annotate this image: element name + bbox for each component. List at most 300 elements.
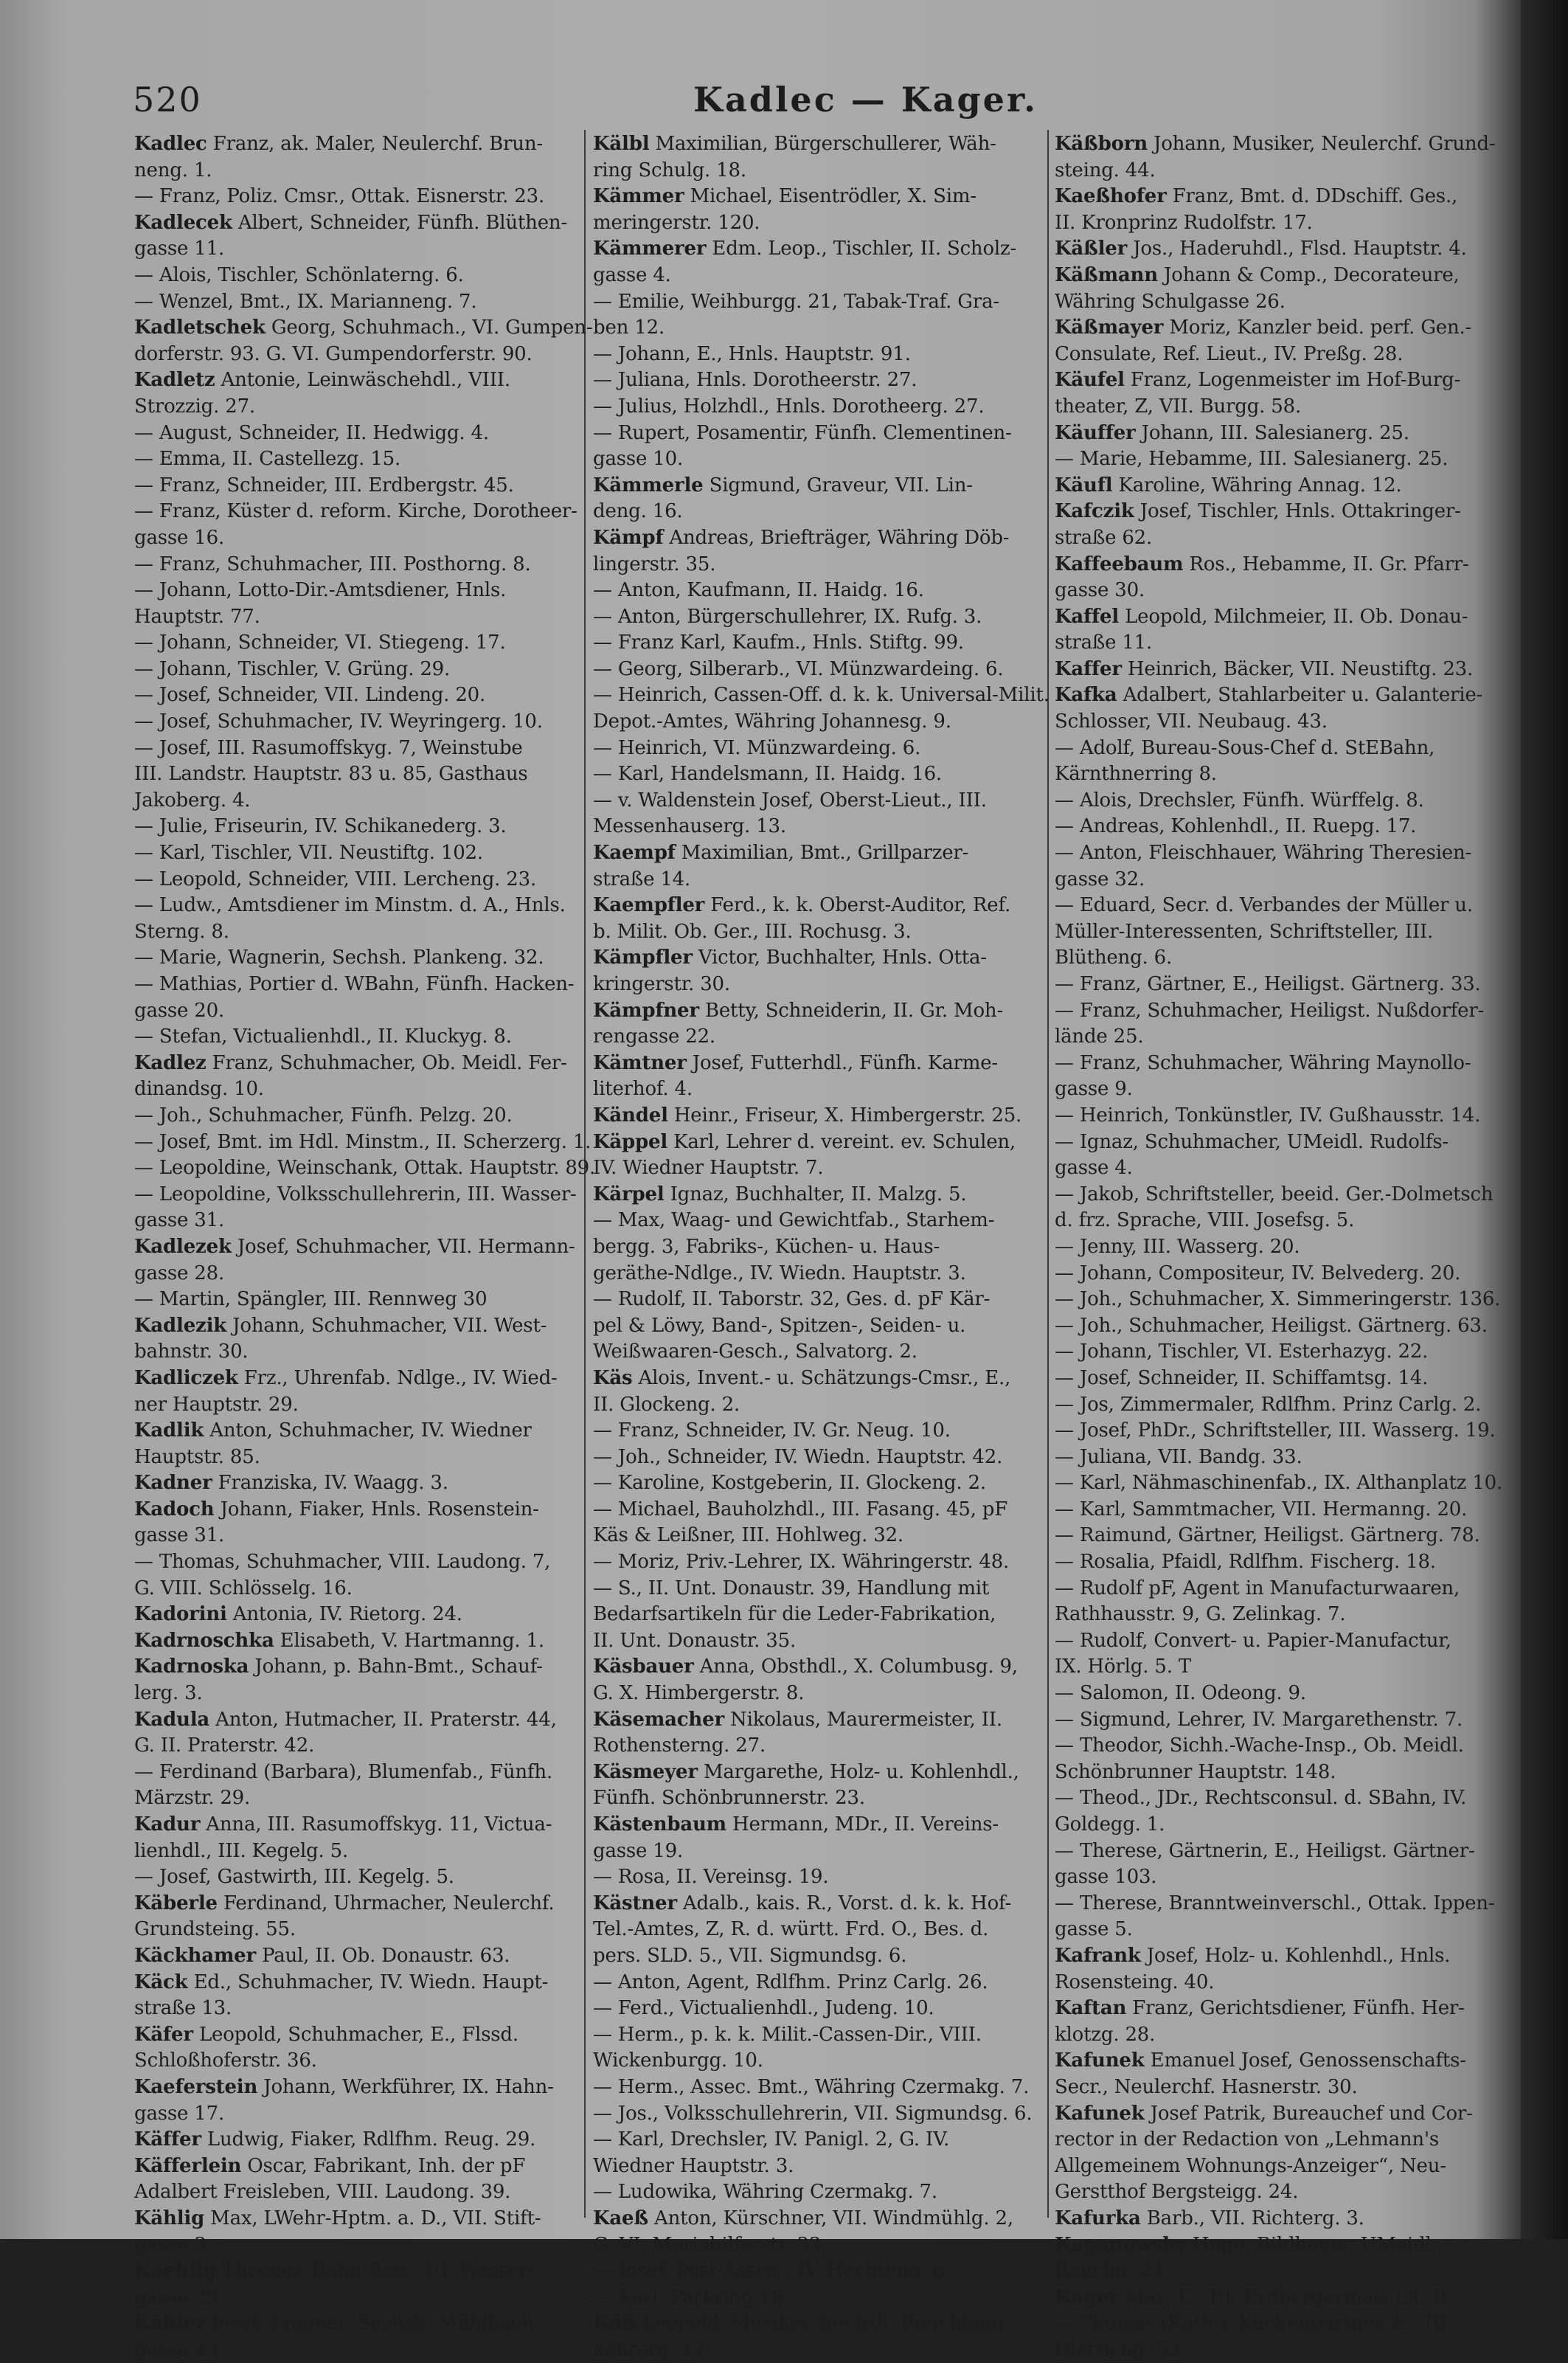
entry-column-middle (593, 131, 1050, 2363)
entry-text: Anton, Hutmacher, II. Praterstr. 44, (209, 1708, 557, 1731)
entry-text: gasse 43. (134, 2338, 225, 2361)
entry-surname: Käsbauer (593, 1656, 694, 1678)
directory-entry-line (1055, 446, 1518, 473)
directory-entry-line (1055, 2127, 1518, 2153)
entry-surname: Kadoch (134, 1498, 215, 1520)
entry-text: bahnstr. 30. (134, 1340, 249, 1363)
directory-entry-line (593, 736, 1046, 762)
entry-surname: Käfer (134, 2023, 193, 2046)
directory-entry-line (1055, 1943, 1518, 1970)
entry-text: deng. 16. (593, 500, 683, 523)
entry-text: Johann, III. Salesianerg. 25. (1135, 421, 1409, 444)
directory-entry-line (1055, 236, 1518, 263)
directory-entry-line (1055, 1392, 1518, 1419)
entry-text: Rathhausstr. 9, G. Zelinkag. 7. (1055, 1603, 1346, 1626)
entry-text: Rauchg. 24 (1055, 2260, 1164, 2283)
directory-entry-line (1055, 709, 1518, 736)
entry-text: Allgemeinem Wohnungs-Anzeiger“, Neu- (1055, 2154, 1446, 2177)
entry-text: — Adolf, Bureau-Sous-Chef d. StEBahn, (1055, 736, 1435, 759)
entry-text: Alois, Invent.- u. Schätzungs-Cmsr., E., (632, 1366, 1011, 1389)
directory-entry-line (134, 998, 577, 1025)
entry-text: Josef, Schuhmacher, VII. Hermann- (231, 1235, 575, 1258)
entry-text: bergg. 3, Fabriks-, Küchen- u. Haus- (593, 1235, 940, 1258)
directory-entry-line (134, 2206, 577, 2232)
directory-entry-line (593, 1970, 1046, 1996)
entry-text: G. VI. Mariahilferstr. 33. (593, 2233, 828, 2256)
directory-entry-line (134, 2075, 577, 2101)
directory-entry-line (1055, 473, 1518, 499)
entry-surname: Kaftan (1055, 1997, 1127, 2020)
directory-entry-line (1055, 1812, 1518, 1838)
directory-entry-line (134, 1549, 577, 1576)
directory-entry-line (1055, 1208, 1518, 1234)
entry-text: — Leopoldine, Volksschullehrerin, III. Wasser- (134, 1183, 577, 1205)
directory-entry-line (134, 840, 577, 867)
directory-entry-line (134, 1943, 577, 1970)
directory-entry-line (593, 1392, 1046, 1419)
directory-entry-line (1055, 788, 1518, 814)
entry-text: gasse 11. (134, 238, 225, 260)
entry-text: neng. 1. (134, 159, 212, 181)
entry-text: — Raimund, Gärtner, Heiligst. Gärtnerg. 78. (1055, 1524, 1480, 1547)
entry-text: Hugo, Bildhauer, UMeidl. (1186, 2233, 1437, 2256)
directory-entry-line (593, 630, 1046, 657)
directory-entry-line (134, 867, 577, 893)
entry-text: — Moriz, Priv.-Lehrer, IX. Währingerstr. 48. (593, 1551, 1010, 1574)
entry-text: Betty, Schneiderin, II. Gr. Moh- (698, 999, 1004, 1022)
entry-text: pel & Löwy, Band-, Spitzen-, Seiden- u. (593, 1314, 966, 1337)
entry-text: — Franz, Gärtner, E., Heiligst. Gärtnerg. 33. (1055, 973, 1481, 995)
directory-entry-line (1055, 998, 1518, 1025)
entry-text: — Leopold, Schneider, VIII. Lercheng. 23. (134, 868, 537, 890)
directory-entry-line (134, 394, 577, 421)
directory-entry-line (593, 342, 1046, 368)
entry-surname: Kadur (134, 1813, 201, 1836)
directory-entry-line (1055, 1339, 1518, 1366)
entry-surname: Kählig (134, 2207, 205, 2229)
entry-text: — Johann, Schneider, VI. Stiegeng. 17. (134, 632, 506, 654)
directory-entry-line (593, 840, 1046, 867)
entry-surname: Käufl (1055, 474, 1113, 497)
entry-text: — Marie, Hebamme, III. Salesianerg. 25. (1055, 448, 1449, 471)
entry-text: — Wenzel, Bmt., IX. Marianneng. 7. (134, 290, 477, 313)
entry-text: — Rosalia, Pfaidl, Rdlfhm. Fischerg. 18. (1055, 1551, 1436, 1574)
directory-entry-line (1055, 1838, 1518, 1865)
entry-surname: Kadletz (134, 369, 215, 392)
entry-text: Hauptstr. 85. (134, 1445, 260, 1468)
directory-entry-line (134, 1155, 596, 1182)
directory-entry-line (1055, 1996, 1518, 2022)
entry-text: — Salomon, II. Odeong. 9. (1055, 1682, 1306, 1705)
directory-entry-line (593, 2101, 1046, 2128)
entry-surname: Kästenbaum (593, 1813, 726, 1836)
entry-text: II. Unt. Donaustr. 35. (593, 1629, 797, 1652)
directory-entry-line (593, 1366, 1046, 1392)
entry-surname: Kaffeebaum (1055, 553, 1184, 575)
directory-entry-line (134, 446, 577, 473)
entry-text: — Eduard, Secr. d. Verbandes der Müller u. (1055, 894, 1473, 917)
directory-entry-line (593, 2048, 1046, 2075)
book-gutter (1521, 0, 1568, 2239)
directory-entry-line (593, 709, 1046, 736)
directory-entry-line (1055, 2075, 1518, 2101)
entry-text: — Marie, Wagnerin, Sechsh. Plankeng. 32. (134, 947, 544, 969)
entry-text: gasse 30. (1055, 579, 1145, 602)
entry-text: rector in der Redaction von „Lehmann's (1055, 2128, 1440, 2151)
directory-entry-line (593, 919, 1046, 946)
directory-entry-line (593, 473, 1046, 499)
directory-entry-line (1055, 972, 1518, 998)
directory-entry-line (593, 1785, 1046, 1812)
entry-text: — Anton, Bürgerschullehrer, IX. Rufg. 3. (593, 605, 982, 628)
entry-text: — Theod., JDr., Rechtsconsul. d. SBahn, IV. (1055, 1787, 1467, 1810)
directory-entry-line (593, 1681, 1046, 1707)
entry-text: Ludwig, Fiaker, Rdlfhm. Reug. 29. (201, 2128, 536, 2151)
directory-entry-line (1055, 1418, 1518, 1445)
directory-entry-line (134, 1838, 577, 1865)
entry-text: Rosensteing. 40. (1055, 1971, 1215, 1993)
directory-entry-line (134, 210, 577, 237)
directory-entry-line (134, 158, 577, 184)
directory-entry-line (1055, 131, 1518, 158)
entry-surname: Käppel (593, 1130, 668, 1153)
entry-text: Victor, Buchhalter, Hnls. Otta- (692, 947, 987, 969)
directory-entry-line (593, 1445, 1046, 1471)
directory-entry-line (134, 919, 577, 946)
directory-entry-line (1055, 1182, 1518, 1208)
entry-text: Rothensterng. 27. (593, 1734, 766, 1757)
entry-text: Karoline, Währing Annag. 12. (1112, 474, 1402, 497)
entry-text: — Johann, Compositeur, IV. Belvederg. 20. (1055, 1262, 1461, 1284)
entry-surname: Kadrnoschka (134, 1629, 274, 1652)
entry-text: Müller-Interessenten, Schriftsteller, III. (1055, 920, 1434, 943)
entry-text: — Josef, Bmt. im Hdl. Minstm., II. Scherzerg. 1. (134, 1130, 592, 1153)
directory-entry-line (1055, 263, 1518, 289)
entry-surname: Kafrank (1055, 1944, 1141, 1967)
entry-text: straße 11. (1055, 632, 1153, 654)
entry-text: G. VIII. Schlösselg. 16. (134, 1577, 353, 1599)
entry-text: Schlosser, VII. Neubaug. 43. (1055, 710, 1328, 733)
entry-text: Franz, Schuhmacher, Ob. Meidl. Fer- (206, 1051, 567, 1074)
entry-text: Antonie, Leinwäschehdl., VIII. (215, 369, 510, 392)
entry-text: ben 12. (593, 316, 665, 339)
entry-text: — Emilie, Weihburgg. 21, Tabak-Traf. Gra- (593, 290, 999, 313)
directory-entry-line (1055, 421, 1518, 447)
directory-entry-line (593, 1996, 1046, 2022)
entry-text: Secr., Neulerchf. Hasnerstr. 30. (1055, 2075, 1358, 2098)
entry-text: Käs & Leißner, III. Hohlweg. 32. (593, 1524, 904, 1547)
entry-text: Jos., Haderuhdl., Flsd. Hauptstr. 4. (1127, 238, 1467, 260)
entry-text: Goldegg. 1. (1055, 1813, 1165, 1836)
directory-entry-line (134, 1812, 577, 1838)
directory-entry-line (1055, 736, 1518, 762)
directory-entry-line (1055, 1733, 1518, 1760)
directory-entry-line (134, 972, 577, 998)
directory-entry-line (134, 1051, 577, 1077)
entry-text: — Martin, Spängler, III. Rennweg 30 (134, 1288, 488, 1311)
directory-entry-line (1055, 1785, 1518, 1812)
directory-entry-line (1055, 761, 1518, 788)
entry-surname: Kadorini (134, 1603, 227, 1626)
directory-entry-line (1055, 1366, 1518, 1392)
entry-text: — Julie, Friseurin, IV. Schikanederg. 3. (134, 815, 507, 838)
entry-text: — Ferdinand (Barbara), Blumenfab., Fünfh. (134, 1760, 552, 1783)
directory-entry-line (593, 578, 1046, 604)
entry-text: Anna, III. Rasumoffskyg. 11, Victua- (200, 1813, 552, 1836)
directory-entry-line (1055, 893, 1518, 919)
entry-text: — v. Waldenstein Josef, Oberst-Lieut., III. (593, 789, 987, 812)
directory-entry-line (134, 578, 577, 604)
entry-text: — Johann, E., Hnls. Hauptstr. 91. (593, 342, 911, 365)
directory-entry-line (593, 315, 1046, 342)
directory-entry-line (1055, 2258, 1518, 2285)
entry-text: Max, LWehr-Hptm. a. D., VII. Stift- (204, 2207, 541, 2229)
entry-text: Johann, Werkführer, IX. Hahn- (257, 2075, 554, 2098)
directory-entry-line (1055, 1261, 1518, 1287)
entry-text: Theodor, Bahn-Bmt., III. Wasser- (216, 2260, 535, 2283)
entry-surname: Käßler (1055, 238, 1128, 260)
directory-entry-line (134, 1470, 577, 1497)
entry-text: gasse 3. (134, 2233, 212, 2256)
directory-entry-line (1055, 814, 1518, 840)
entry-text: lienhdl., III. Kegelg. 5. (134, 1839, 349, 1862)
directory-entry-line (1055, 552, 1518, 578)
directory-entry-line (593, 1838, 1046, 1865)
entry-text: Franz, ak. Maler, Neulerchf. Brun- (207, 133, 543, 155)
entry-surname: Kadletschek (134, 316, 266, 339)
directory-entry-line (1055, 2232, 1518, 2259)
entry-text: — Josef, Post-Assist., IV. Hechteng. 6. (593, 2260, 951, 2283)
entry-text: — Jos., Volksschullehrerin, VII. Sigmundsg. 6. (593, 2102, 1033, 2125)
entry-text: Albert, Schneider, Fünfh. Blüthen- (232, 211, 568, 234)
directory-entry-line (1055, 578, 1518, 604)
directory-entry-line (134, 604, 577, 631)
entry-text: Georg, Schuhmach., VI. Gumpen- (265, 316, 593, 339)
directory-entry-line (1055, 158, 1518, 184)
directory-entry-line (1055, 2311, 1518, 2337)
entry-text: — Anton, Kaufmann, II. Haidg. 16. (593, 579, 924, 602)
directory-entry-line (593, 289, 1046, 316)
entry-text: Johann & Comp., Decorateure, (1157, 263, 1460, 286)
directory-entry-line (593, 814, 1046, 840)
entry-text: — Rudolf, Convert- u. Papier-Manufactur, (1055, 1629, 1451, 1652)
entry-text: Josef, Fragner, Sechsh. Mühlbach- (205, 2312, 541, 2335)
entry-text: Andreas, Briefträger, Währing Döb- (663, 526, 1010, 549)
directory-entry-line (1055, 1497, 1518, 1523)
directory-entry-line (593, 1051, 1046, 1077)
entry-text: kringerstr. 30. (593, 973, 730, 995)
directory-entry-line (1055, 2337, 1518, 2363)
entry-surname: Käß (593, 2312, 636, 2335)
entry-text: — Jos, Zimmermaler, Rdlfhm. Prinz Carlg. 2. (1055, 1393, 1482, 1416)
entry-text: Frz., Uhrenfab. Ndlge., IV. Wied- (237, 1366, 558, 1389)
entry-text: — Rosa, II. Vereinsg. 19. (593, 1866, 829, 1889)
directory-entry-line (593, 1182, 1046, 1208)
directory-entry-line (134, 1366, 577, 1392)
entry-text: — Michael, Bauholzhdl., III. Fasang. 45, pF (593, 1498, 1008, 1520)
directory-entry-line (593, 2179, 1046, 2206)
directory-entry-line (1055, 1129, 1518, 1156)
entry-text: Anton, Schuhmacher, IV. Wiedner (204, 1419, 532, 1442)
directory-entry-line (593, 1602, 1046, 1628)
entry-text: Michael, Eisentrödler, X. Sim- (684, 185, 976, 208)
entry-text: Sigmund, Graveur, VII. Lin- (703, 474, 973, 497)
entry-surname: Käßborn (1055, 133, 1148, 155)
directory-entry-line (134, 2048, 577, 2075)
entry-text: Johann, Fiaker, Hnls. Rosenstein- (214, 1498, 539, 1520)
entry-text: Franziska, IV. Waagg. 3. (212, 1472, 448, 1495)
directory-entry-line (593, 2075, 1046, 2101)
entry-text: — Franz, Küster d. reform. Kirche, Dorotheer- (134, 500, 577, 523)
directory-entry-line (593, 1497, 1046, 1523)
entry-text: — Karl, Drechsler, IV. Panigl. 2, G. IV. (593, 2128, 950, 2151)
entry-text: — Joh., Schuhmacher, Fünfh. Pelzg. 20. (134, 1104, 513, 1127)
directory-entry-line (134, 2153, 577, 2180)
entry-surname: Käfferlein (134, 2154, 242, 2177)
directory-entry-line (1055, 210, 1518, 237)
entry-text: Elisabeth, V. Hartmanng. 1. (274, 1629, 544, 1652)
directory-entry-line (593, 2232, 1046, 2259)
directory-entry-line (1055, 840, 1518, 867)
entry-text: Ros., Hebamme, II. Gr. Pfarr- (1183, 553, 1469, 575)
entry-text: — Karl, Nähmaschinenfab., IX. Althanplatz 10. (1055, 1472, 1503, 1495)
entry-text: — Rupert, Posamentir, Fünfh. Clementinen- (593, 421, 1012, 444)
entry-text: gasse 9. (1055, 1078, 1133, 1101)
entry-text: — Mathias, Portier d. WBahn, Fünfh. Hacken- (134, 973, 575, 995)
entry-text: — Josef, Gastwirth, III. Kegelg. 5. (134, 1866, 454, 1889)
directory-entry-line (1055, 394, 1518, 421)
directory-entry-line (593, 1470, 1046, 1497)
entry-surname: Kämpf (593, 526, 664, 549)
entry-surname: Käsemacher (593, 1708, 724, 1731)
directory-entry-line (1055, 1917, 1518, 1943)
entry-text: Wickenburgg. 10. (593, 2049, 763, 2072)
entry-surname: Käkler (134, 2312, 206, 2335)
directory-entry-line (593, 1576, 1046, 1602)
directory-entry-line (134, 1891, 577, 1917)
directory-entry-line (593, 1339, 1046, 1366)
entry-text: Heinrich, Bäcker, VII. Neustiftg. 23. (1121, 657, 1474, 680)
entry-text: gasse 29. (134, 2286, 225, 2308)
directory-entry-line (134, 1628, 577, 1655)
entry-text: — Franz Karl, Kaufm., Hnls. Stiftg. 99. (593, 632, 964, 654)
directory-entry-line (134, 1917, 577, 1943)
entry-text: — Karl, Tischler, VII. Neustiftg. 102. (134, 842, 483, 865)
entry-text: Josef, Futterhdl., Fünfh. Karme- (686, 1051, 999, 1074)
entry-text: — Rudolf pF, Agent in Manufacturwaaren, (1055, 1577, 1460, 1599)
directory-entry-line (1055, 1155, 1518, 1182)
entry-text: Anna, Obsthdl., X. Columbusg. 9, (693, 1656, 1018, 1678)
entry-text: — Heinrich, Tonkünstler, IV. Gußhausstr. 14. (1055, 1104, 1481, 1127)
directory-entry-line (134, 2258, 577, 2285)
entry-text: — Karoline, Kostgeberin, II. Glockeng. 2. (593, 1472, 986, 1495)
directory-entry-line (1055, 315, 1518, 342)
directory-entry-line (593, 1155, 1046, 1182)
directory-entry-line (134, 761, 577, 788)
directory-entry-line (134, 342, 577, 368)
entry-text: — Joh., Schuhmacher, X. Simmeringerstr. 136. (1055, 1288, 1501, 1311)
directory-entry-line (134, 289, 577, 316)
entry-text: Hauptstr. 77. (134, 605, 260, 628)
directory-entry-line (1055, 1051, 1518, 1077)
directory-entry-line (134, 1392, 577, 1419)
directory-entry-line (593, 2206, 1046, 2232)
entry-text: Ignaz, Buchhalter, II. Malzg. 5. (664, 1183, 967, 1205)
entry-surname: Käuffer (1055, 421, 1136, 444)
entry-text: Strozzig. 27. (134, 395, 255, 418)
directory-entry-line (134, 1970, 577, 1996)
entry-text: Dietrichg. 52. (1055, 2338, 1187, 2361)
entry-text: gasse 16. (134, 526, 225, 549)
entry-text: b. Milit. Ob. Ger., III. Rochusg. 3. (593, 920, 912, 943)
entry-text: meringerstr. 120. (593, 211, 760, 234)
entry-text: Jakoberg. 4. (134, 789, 251, 812)
directory-entry-line (593, 1103, 1046, 1129)
entry-surname: Käberle (134, 1892, 218, 1914)
entry-text: Ed., Schuhmacher, IV. Wiedn. Haupt- (187, 1971, 549, 1993)
entry-text: Johann, p. Bahn-Bmt., Schauf- (249, 1656, 543, 1678)
directory-entry-line (134, 2337, 577, 2363)
directory-entry-line (134, 1445, 577, 1471)
directory-entry-line (593, 394, 1046, 421)
entry-text: — Theodor, Sichh.-Wache-Insp., Ob. Meidl. (1055, 1734, 1464, 1757)
entry-text: — Julius, Holzhdl., Hnls. Dorotheerg. 27. (593, 395, 985, 418)
directory-entry-line (1055, 945, 1518, 972)
directory-entry-line (134, 1760, 577, 1786)
entry-text: — Alois, Tischler, Schönlaterng. 6. (134, 263, 464, 286)
entry-surname: Kadrnoska (134, 1656, 249, 1678)
directory-entry-line (1055, 1103, 1518, 1129)
directory-entry-line (1055, 1470, 1518, 1497)
directory-entry-line (593, 788, 1046, 814)
directory-entry-line (134, 1707, 577, 1734)
directory-entry-line (593, 236, 1046, 263)
entry-surname: Käsmeyer (593, 1760, 698, 1783)
entry-column-right (1055, 131, 1518, 2363)
directory-entry-line (1055, 1313, 1518, 1340)
directory-entry-line (593, 1234, 1046, 1261)
entry-surname: Kaempfler (593, 894, 705, 917)
directory-entry-line (134, 131, 577, 158)
entry-text: Johann, Schuhmacher, VII. West- (226, 1314, 547, 1337)
entry-surname: Kändel (593, 1104, 668, 1127)
entry-text: lände 25. (1055, 1025, 1144, 1048)
entry-surname: Kadlik (134, 1419, 204, 1442)
entry-text: gasse 20. (134, 999, 225, 1022)
entry-text: straße 13. (134, 1997, 232, 2020)
entry-surname: Kärpel (593, 1183, 665, 1205)
entry-text: — Joh., Schuhmacher, Heiligst. Gärtnerg. 63. (1055, 1314, 1488, 1337)
directory-entry-line (593, 2022, 1046, 2049)
directory-entry-line (1055, 657, 1518, 683)
entry-surname: Kälbl (593, 133, 650, 155)
directory-entry-line (134, 2232, 577, 2259)
entry-text: Maximilian, Bmt., Grillparzer- (675, 842, 969, 865)
entry-surname: Kämmer (593, 185, 684, 208)
directory-entry-line (134, 2179, 577, 2206)
directory-entry-line (134, 263, 577, 289)
entry-text: — Juliana, VII. Bandg. 33. (1055, 1445, 1302, 1468)
directory-entry-line (134, 709, 577, 736)
entry-text: — Ludowika, Währing Czermakg. 7. (593, 2181, 937, 2204)
entry-surname: Käckhamer (134, 1944, 256, 1967)
entry-text: gasse 31. (134, 1524, 225, 1547)
entry-text: Nikolaus, Maurermeister, II. (724, 1708, 1002, 1731)
directory-entry-line (593, 1024, 1046, 1051)
directory-entry-line (134, 499, 577, 525)
directory-entry-line (1055, 1576, 1518, 1602)
directory-entry-line (134, 2101, 577, 2128)
